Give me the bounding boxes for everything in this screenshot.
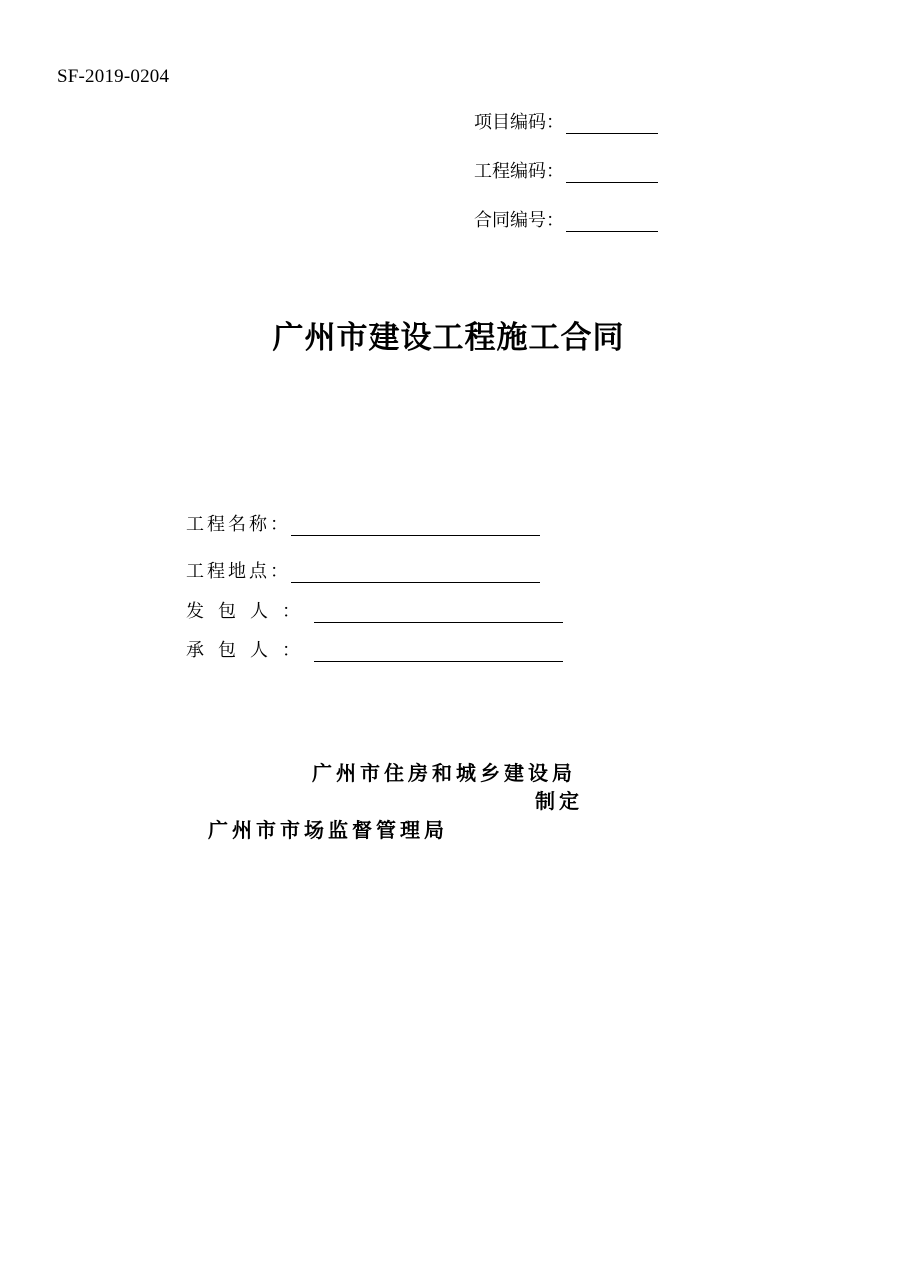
project-location-row	[186, 557, 540, 583]
employer-row	[186, 597, 563, 623]
document-title: 广州市建设工程施工合同	[272, 320, 625, 356]
contractor-label: 承包人：	[186, 640, 314, 661]
issuer-primary: 广州市住房和城乡建设局	[312, 761, 576, 785]
contractor-field[interactable]	[314, 641, 563, 662]
employer-field[interactable]	[314, 602, 563, 623]
project-name-label: 工程名称：	[186, 514, 291, 535]
contractor-row	[186, 636, 563, 662]
issuer-secondary: 广州市市场监督管理局	[208, 818, 448, 842]
engineering-code-row	[474, 157, 658, 183]
engineering-code-label: 工程编码：	[474, 161, 564, 182]
project-name-field[interactable]	[291, 515, 540, 536]
project-location-label: 工程地点：	[186, 561, 291, 582]
form-code: SF-2019-0204	[57, 66, 170, 87]
contract-number-field[interactable]	[566, 211, 658, 232]
project-location-field[interactable]	[291, 562, 540, 583]
engineering-code-field[interactable]	[566, 162, 658, 183]
contract-number-label: 合同编号：	[474, 210, 564, 231]
contract-number-row	[474, 206, 658, 232]
project-code-label: 项目编码：	[474, 112, 564, 133]
project-code-row	[474, 108, 658, 134]
project-name-row	[186, 510, 540, 536]
project-code-field[interactable]	[566, 113, 658, 134]
employer-label: 发包人：	[186, 601, 314, 622]
issuer-action: 制定	[535, 789, 583, 813]
